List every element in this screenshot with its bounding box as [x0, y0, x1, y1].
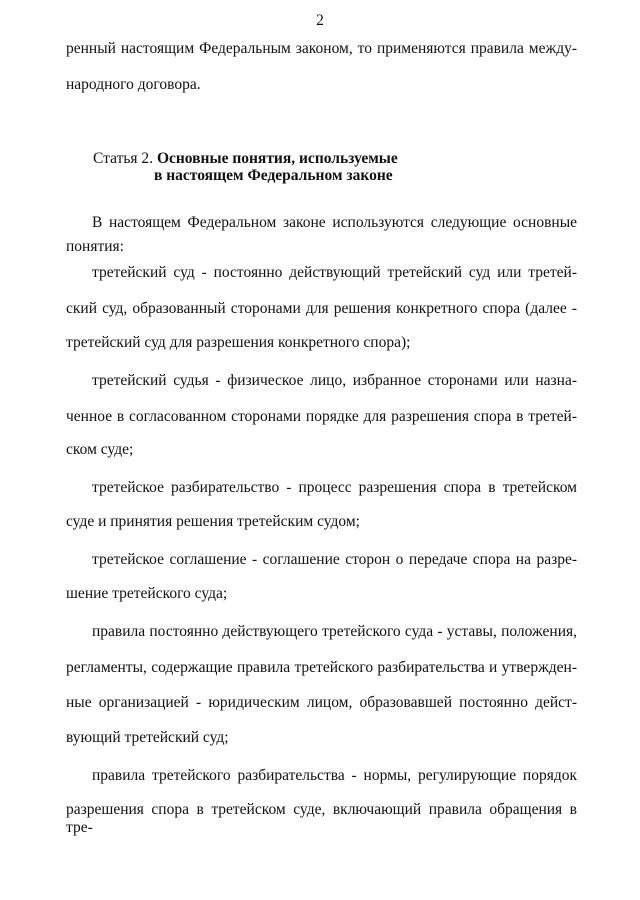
- text-line: народного договора.: [66, 76, 201, 93]
- text-line: третейский суд для разрешения конкретного спора);: [66, 334, 411, 351]
- text-line: суде и принятия решения третейским судом;: [66, 513, 360, 530]
- text-line: регламенты, содержащие правила третейского разбирательства и утвержден-: [66, 659, 577, 676]
- article-label: Статья 2.: [93, 150, 154, 167]
- text-line: третейское соглашение - соглашение сторон о передаче спора на разре-: [92, 551, 577, 568]
- text-line: вующий третейский суд;: [66, 729, 229, 746]
- text-line: шение третейского суда;: [66, 585, 228, 602]
- text-line: третейский суд - постоянно действующий третейский суд или третей-: [92, 264, 577, 281]
- text-line: ский суд, образованный сторонами для решения конкретного спора (далее -: [66, 300, 577, 317]
- text-line: ском суде;: [66, 441, 134, 458]
- text-line: правила постоянно действующего третейского суда - уставы, положения,: [92, 623, 577, 640]
- page-number: 2: [316, 12, 324, 29]
- text-line: правила третейского разбирательства - нормы, регулирующие порядок: [92, 767, 577, 784]
- text-line: третейский судья - физическое лицо, избранное сторонами или назна-: [92, 372, 577, 389]
- article-title-part-1: Основные понятия, используемые: [156, 150, 398, 167]
- text-line: В настоящем Федеральном законе используются следующие основные: [92, 214, 577, 231]
- text-line: ные организацией - юридическим лицом, образовавшей постоянно дейст-: [66, 694, 577, 711]
- article-heading-line-1: [93, 150, 398, 168]
- text-line: разрешения спора в третейском суде, включающий правила обращения в тре-: [66, 801, 577, 836]
- text-line: ченное в согласованном сторонами порядке для разрешения спора в третей-: [66, 408, 577, 425]
- text-line: третейское разбирательство - процесс разрешения спора в третейском: [92, 479, 577, 496]
- text-line: ренный настоящим Федеральным законом, то применяются правила между-: [66, 40, 577, 57]
- text-line: понятия:: [66, 238, 124, 255]
- article-title-part-2: в настоящем Федеральном законе: [154, 167, 393, 184]
